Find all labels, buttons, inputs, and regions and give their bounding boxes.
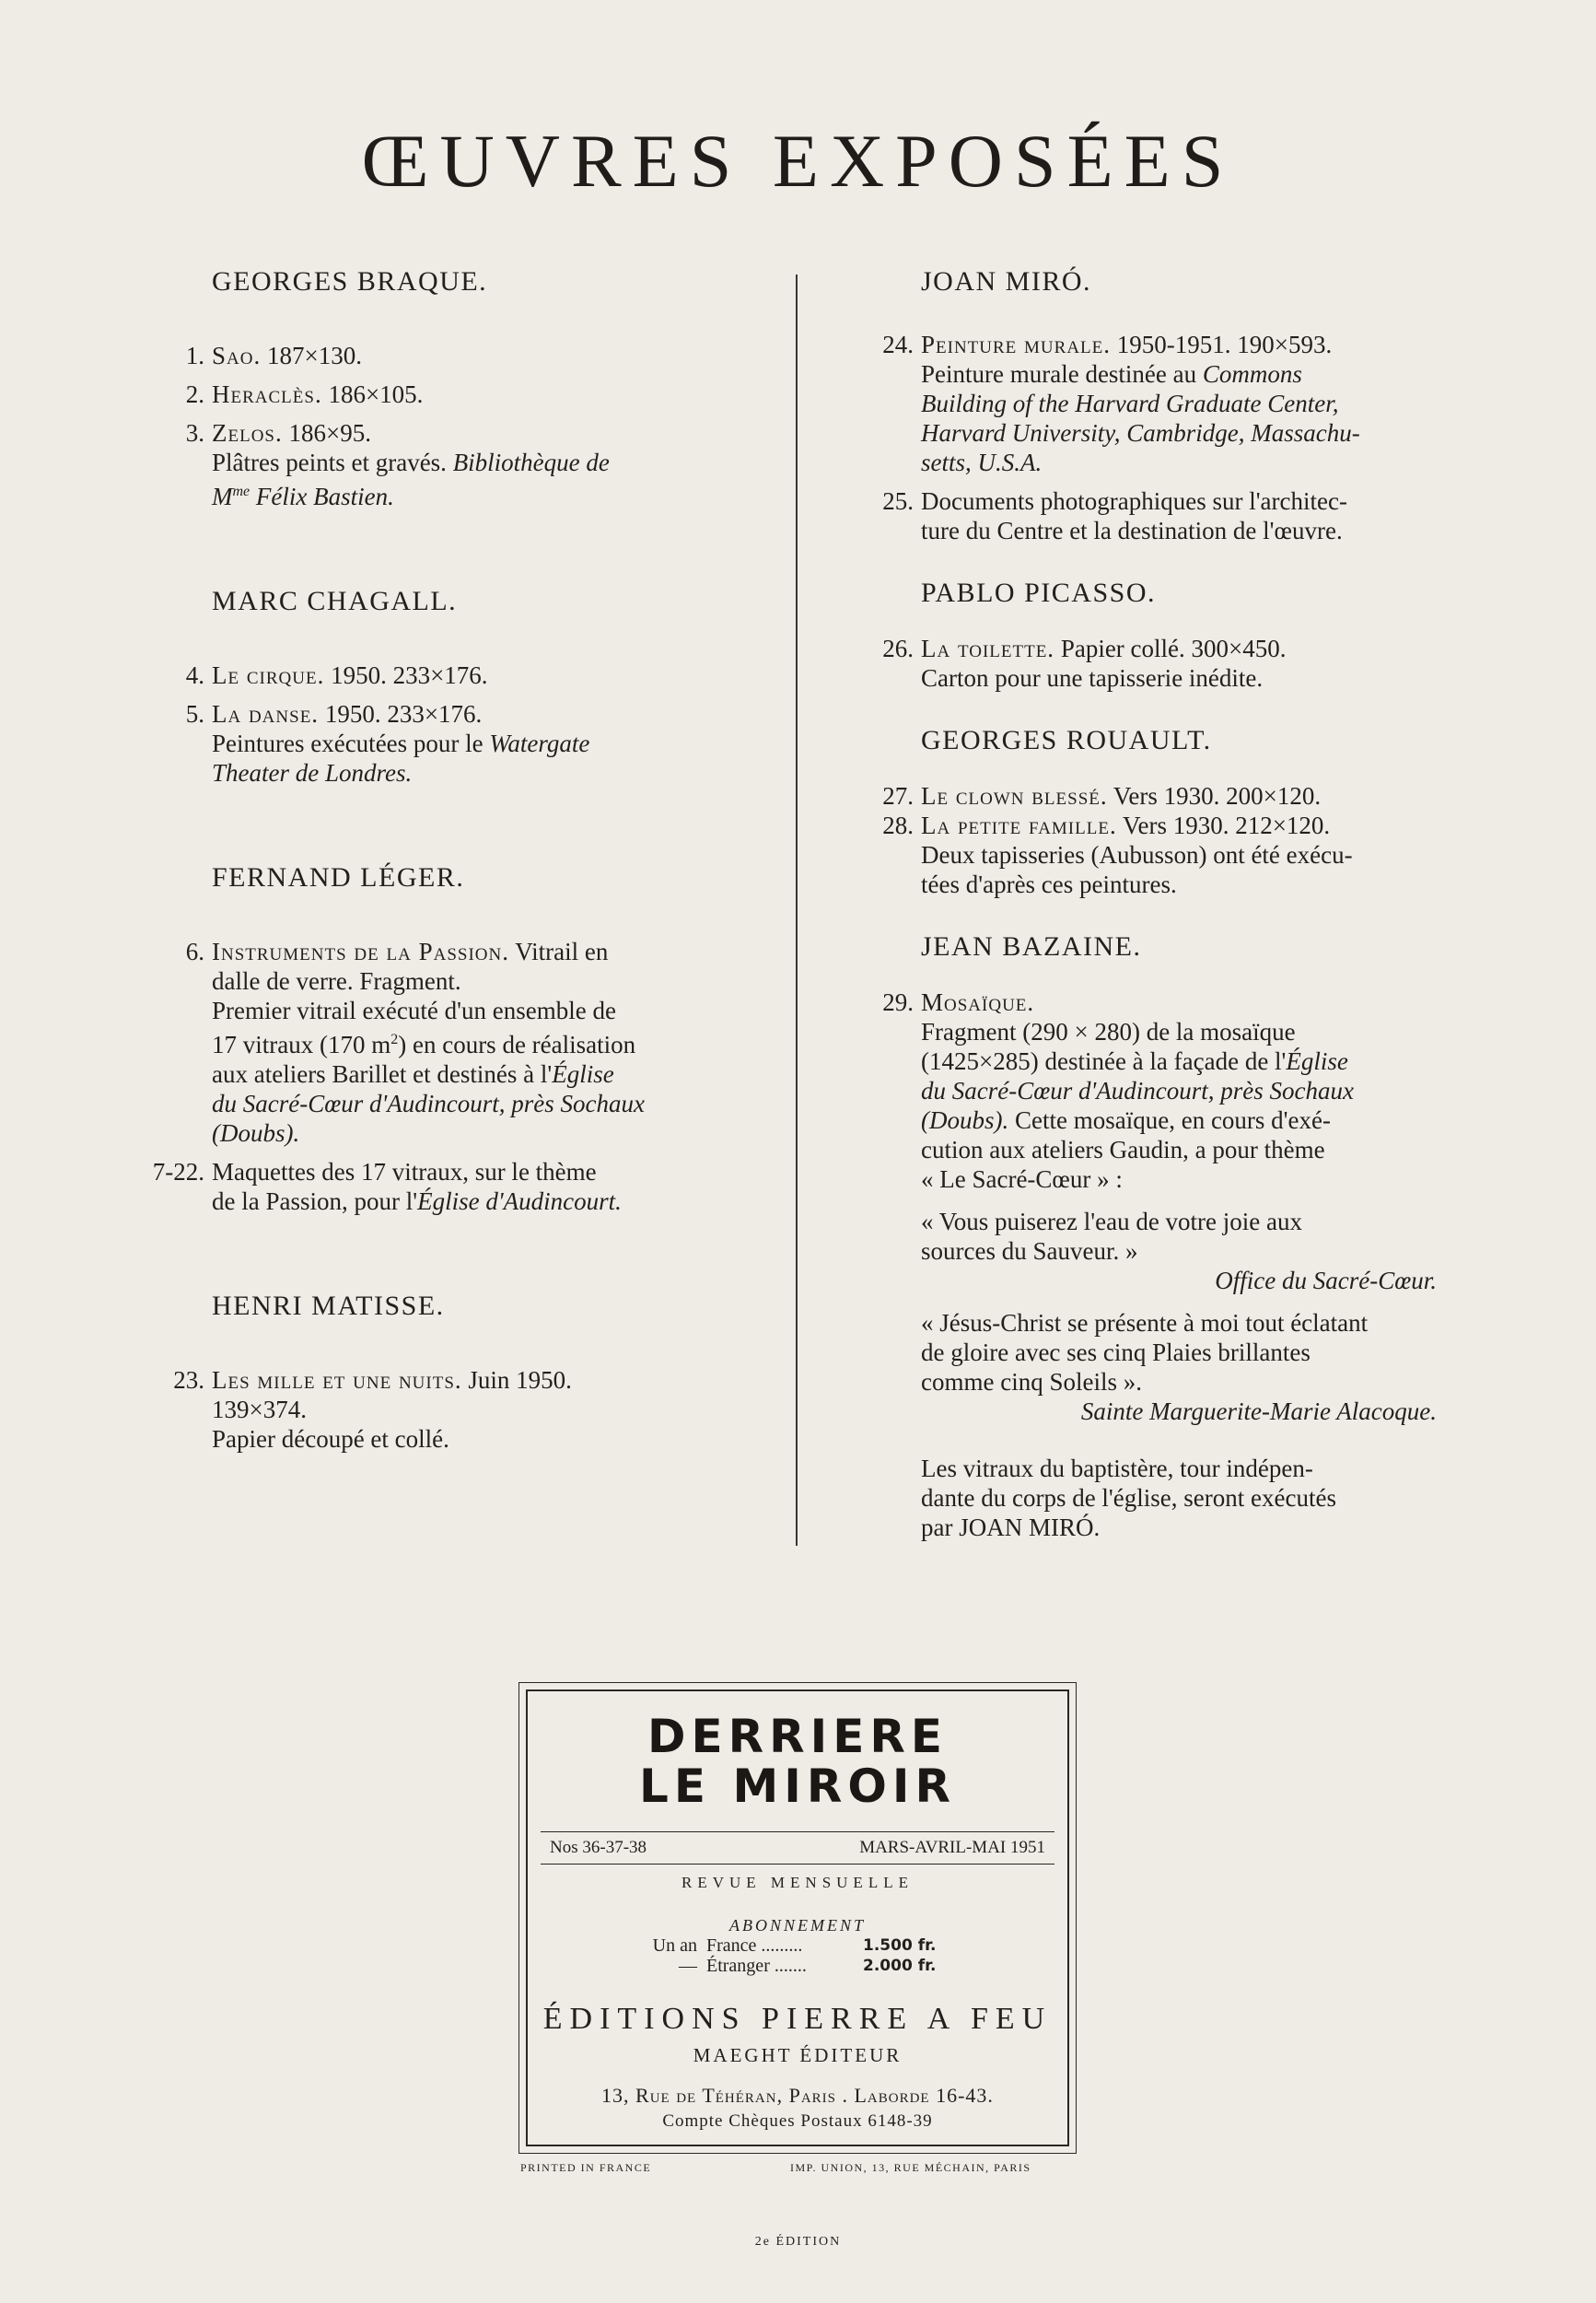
catalogue-entry-7-22 [152, 1157, 728, 1216]
entry-text: Cette mosaïque, en cours d'exé- [1008, 1106, 1331, 1134]
entry-text-italic: Watergate [489, 730, 590, 757]
catalogue-entry-1 [157, 341, 728, 370]
artist-heading: MARC CHAGALL. [212, 586, 458, 616]
entry-text: Maquettes des 17 vitraux, sur le thème [212, 1158, 597, 1186]
entry-number: 5. [185, 700, 204, 728]
entry-text-italic: Bibliothèque de [452, 449, 610, 476]
quote-text: sources du Sauveur. » [921, 1237, 1138, 1265]
entry-number: 28. [882, 812, 914, 839]
entry-text: « Le Sacré-Cœur » : [921, 1165, 1123, 1193]
catalogue-entry-23 [157, 1365, 728, 1454]
artist-heading: FERNAND LÉGER. [212, 862, 465, 893]
entry-text: ture du Centre et la destination de l'œuvre. [921, 517, 1343, 544]
entry-number: 1. [185, 342, 204, 369]
issue-numbers: Nos 36-37-38 [550, 1838, 647, 1857]
entry-text-italic: Église [1286, 1047, 1348, 1075]
edition-note: 2e ÉDITION [754, 2235, 842, 2249]
colophon-inner-frame [526, 1689, 1069, 2146]
work-details: 187×130. [261, 342, 362, 369]
catalogue-entry-4 [157, 661, 728, 690]
catalogue-entry-28 [866, 811, 1437, 899]
work-details: 1950. 233×176. [319, 700, 483, 728]
price-period: — [679, 1956, 697, 1976]
price-region: France ......... [706, 1935, 803, 1956]
work-details: Vers 1930. 200×120. [1107, 782, 1322, 810]
entry-text: Peintures exécutées pour le [212, 730, 490, 757]
work-title: Sao. [212, 342, 262, 369]
artist-heading: JOAN MIRÓ. [921, 266, 1092, 297]
work-title: Zelos. [212, 419, 283, 447]
price-period: Un an [652, 1935, 697, 1956]
work-details: 186×105. [321, 380, 424, 408]
entry-text: dante du corps de l'église, seront exécutés [921, 1484, 1336, 1512]
catalogue-entry-3 [157, 418, 728, 511]
work-details: 186×95. [282, 419, 371, 447]
work-title: Les mille et une nuits. [212, 1366, 462, 1394]
entry-text-italic: du Sacré-Cœur d'Audincourt, près Sochaux [212, 1090, 645, 1117]
entry-text: Documents photographiques sur l'architec- [921, 487, 1347, 515]
work-title: Peinture murale. [921, 331, 1111, 358]
work-title: Mosaïque. [921, 988, 1035, 1016]
entry-text: Papier découpé et collé. [212, 1425, 449, 1453]
work-title: La danse. [212, 700, 320, 728]
quote-text: de gloire avec ses cinq Plaies brillantes [921, 1339, 1311, 1366]
entry-text: cution aux ateliers Gaudin, a pour thème [921, 1136, 1325, 1163]
issue-date: MARS-AVRIL-MAI 1951 [859, 1838, 1045, 1857]
printer-credit: IMP. UNION, 13, RUE MÉCHAIN, PARIS [790, 2161, 1031, 2174]
entry-number: 7-22. [152, 1158, 204, 1186]
publisher-name: ÉDITIONS PIERRE A FEU [542, 2002, 1053, 2036]
catalogue-entry-29 [866, 988, 1437, 1542]
entry-number: 6. [185, 938, 204, 965]
entry-text: 17 vitraux (170 m [212, 1031, 391, 1058]
editor-name: MAEGHT ÉDITEUR [693, 2044, 903, 2066]
entry-number: 24. [882, 331, 914, 358]
entry-text-italic: (Doubs). [921, 1106, 1009, 1134]
entry-text: Carton pour une tapisserie inédite. [921, 664, 1264, 692]
work-details: 1950. 233×176. [324, 661, 488, 689]
work-title: Heraclès. [212, 380, 322, 408]
entry-text: M [212, 483, 233, 510]
entry-text: ) en cours de réalisation [398, 1031, 636, 1058]
issue-row [541, 1831, 1054, 1865]
price-row-france [528, 1935, 1067, 1956]
artist-heading: GEORGES ROUAULT. [921, 725, 1212, 755]
entry-text: de la Passion, pour l' [212, 1187, 418, 1215]
entry-text: 139×374. [212, 1396, 307, 1423]
printed-in-france: PRINTED IN FRANCE [520, 2161, 652, 2174]
entry-text-italic: (Doubs). [212, 1119, 300, 1147]
right-column [866, 267, 1437, 1551]
entry-text: par JOAN MIRÓ. [921, 1514, 1101, 1541]
entry-text: Premier vitrail exécuté d'un ensemble de [212, 997, 616, 1024]
price-value: 1.500 fr. [863, 1936, 937, 1955]
work-title: Instruments de la Passion. [212, 938, 509, 965]
colophon-box [518, 1682, 1077, 2154]
artist-heading: GEORGES BRAQUE. [212, 266, 488, 297]
postal-account: Compte Chèques Postaux 6148-39 [662, 2111, 933, 2131]
quote-text: « Vous puiserez l'eau de votre joie aux [921, 1208, 1303, 1235]
entry-text: dalle de verre. Fragment. [212, 967, 461, 995]
catalogue-entry-5 [157, 699, 728, 788]
masthead [528, 1712, 1067, 1811]
work-details: Papier collé. 300×450. [1054, 635, 1287, 662]
entry-number: 25. [882, 487, 914, 515]
work-title: Le clown blessé. [921, 782, 1108, 810]
quote-text: comme cinq Soleils ». [921, 1368, 1142, 1396]
entry-text: (1425×285) destinée à la façade de l' [921, 1047, 1287, 1075]
catalogue-entry-6 [157, 937, 728, 1148]
catalogue-entry-25 [866, 486, 1437, 545]
entry-text-italic: Theater de Londres. [212, 759, 413, 787]
entry-text-italic: Commons [1202, 360, 1302, 388]
superscript: 2 [390, 1032, 399, 1047]
entry-text-italic: Harvard University, Cambridge, Massachu- [921, 419, 1360, 447]
entry-number: 3. [185, 419, 204, 447]
entry-text: Fragment (290 × 280) de la mosaïque [921, 1018, 1296, 1046]
entry-text-italic: Église d'Audincourt. [417, 1187, 622, 1215]
entry-text-italic: setts, U.S.A. [921, 449, 1043, 476]
entry-text-italic: Building of the Harvard Graduate Center, [921, 390, 1339, 417]
column-divider [796, 275, 798, 1546]
price-value: 2.000 fr. [863, 1957, 937, 1975]
artist-heading: JEAN BAZAINE. [921, 931, 1142, 962]
entry-text: tées d'après ces peintures. [921, 871, 1177, 898]
abonnement-heading: ABONNEMENT [728, 1916, 866, 1935]
work-title: La petite famille. [921, 812, 1117, 839]
entry-number: 4. [185, 661, 204, 689]
price-row-etranger [528, 1956, 1067, 1976]
price-region: Étranger ....... [706, 1956, 807, 1976]
quote-source: Sainte Marguerite-Marie Alacoque. [1080, 1397, 1437, 1425]
catalogue-entry-26 [866, 634, 1437, 693]
left-column [152, 266, 728, 1463]
revue-label: REVUE MENSUELLE [682, 1874, 914, 1891]
entry-text: Plâtres peints et gravés. [212, 449, 453, 476]
entry-number: 26. [882, 635, 914, 662]
masthead-line-2: LE MIROIR [639, 1759, 956, 1813]
entry-text: Deux tapisseries (Aubusson) ont été exécu- [921, 841, 1353, 869]
catalogue-entry-27 [866, 781, 1437, 811]
quote-text: « Jésus-Christ se présente à moi tout éclatant [921, 1309, 1369, 1337]
artist-heading: HENRI MATISSE. [212, 1291, 445, 1321]
entry-text: Les vitraux du baptistère, tour indépen- [921, 1455, 1313, 1482]
artist-heading: PABLO PICASSO. [921, 578, 1156, 608]
work-title: La toilette. [921, 635, 1055, 662]
entry-text: Félix Bastien. [250, 483, 394, 510]
quote-source: Office du Sacré-Cœur. [1215, 1267, 1437, 1294]
entry-number: 23. [173, 1366, 204, 1394]
entry-text: Peinture murale destinée au [921, 360, 1203, 388]
entry-text-italic: Église [552, 1060, 614, 1088]
publisher-address: 13, Rue de Téhéran, Paris . Laborde 16-43. [601, 2084, 994, 2107]
entry-number: 2. [185, 380, 204, 408]
superscript: me [232, 484, 250, 499]
masthead-line-1: DERRIERE [647, 1710, 949, 1763]
work-details: 1950-1951. 190×593. [1111, 331, 1333, 358]
catalogue-entry-2 [157, 380, 728, 409]
entry-text: aux ateliers Barillet et destinés à l' [212, 1060, 553, 1088]
entry-text-italic: du Sacré-Cœur d'Audincourt, près Sochaux [921, 1077, 1354, 1105]
entry-number: 27. [882, 782, 914, 810]
work-title: Le cirque. [212, 661, 325, 689]
catalogue-entry-24 [866, 330, 1437, 477]
entry-number: 29. [882, 988, 914, 1016]
work-details: Juin 1950. [461, 1366, 572, 1394]
work-details: Vers 1930. 212×120. [1116, 812, 1331, 839]
work-details: Vitrail en [508, 938, 609, 965]
page-title: ŒUVRES EXPOSÉES [361, 119, 1235, 203]
